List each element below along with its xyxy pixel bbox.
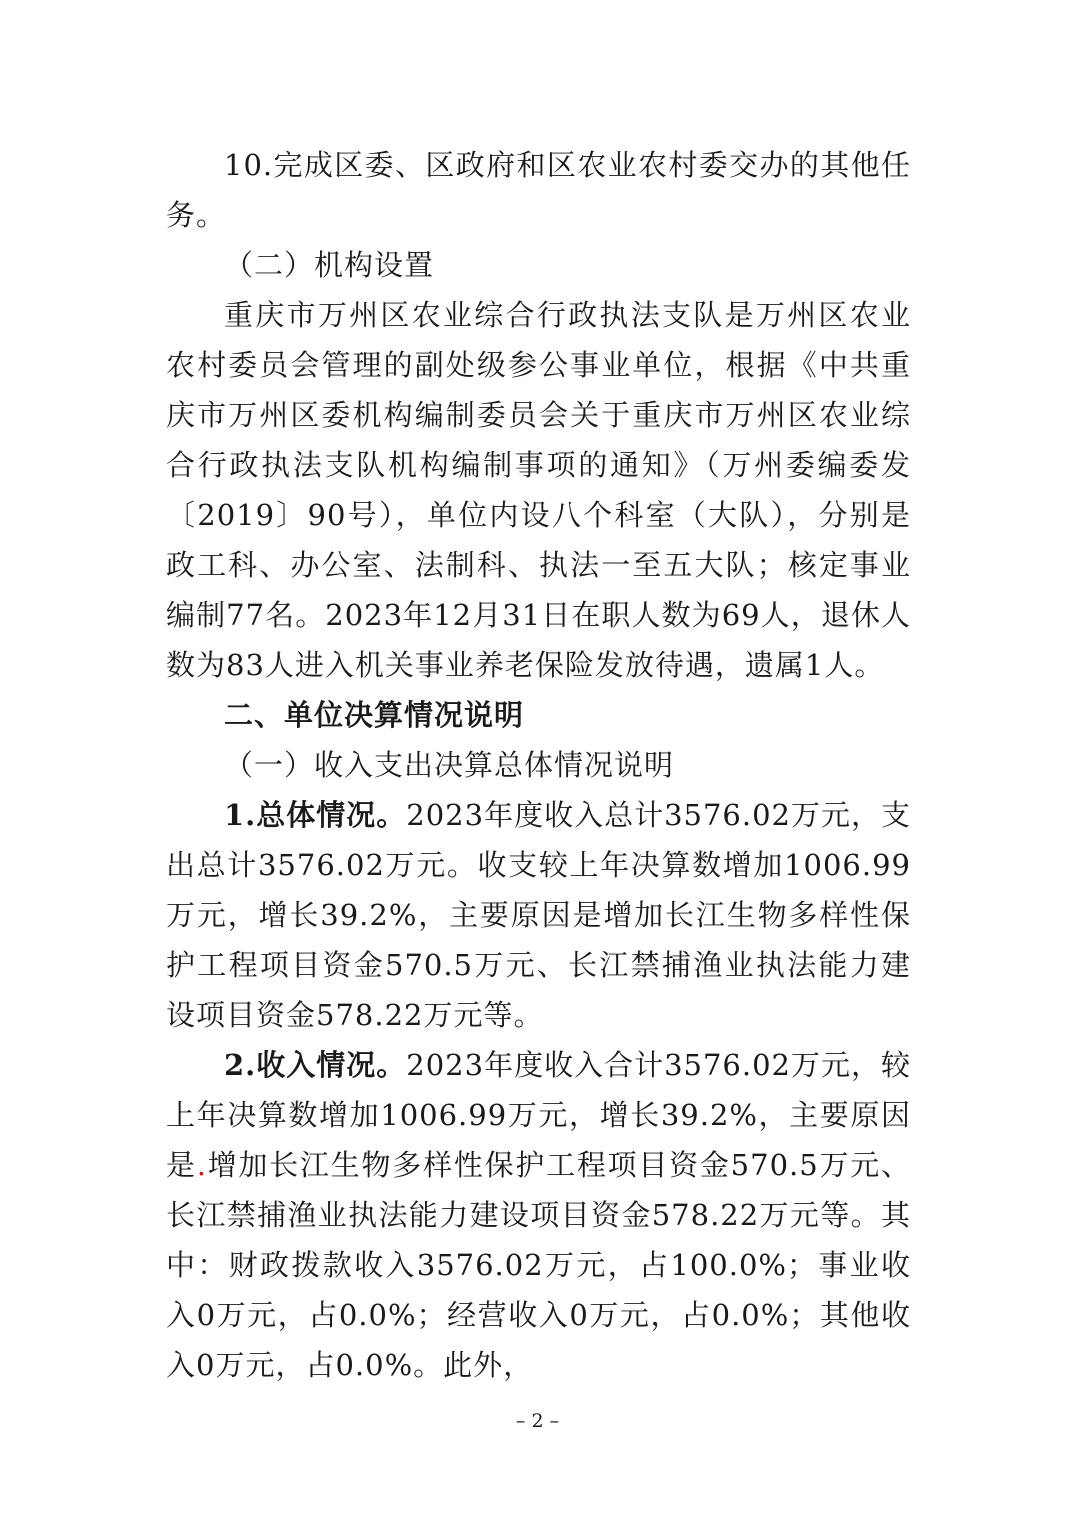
paragraph-task-10: 10.完成区委、区政府和区农业农村委交办的其他任务。	[166, 148, 911, 232]
paragraph-organization: 重庆市万州区农业综合行政执法支队是万州区农业农村委员会管理的副处级参公事业单位，根据《中共重庆市万州区委机构编制委员会关于重庆市万州区农业综合行政执法支队机构编制事项的通知》（万州委编委发〔2019〕90号），单位内设八个科室（大队），分别是政工科、办公室、法制科、执法一至五大队；核定事业编制77名。2023年12月31日在职人数为69人，退休人数为83人进入机关事业养老保险发放待遇，遗属1人。	[166, 298, 911, 682]
paragraph-overall	[166, 790, 911, 1040]
subheading-organization: （二）机构设置	[224, 248, 435, 282]
income-body-a: 2023年度收入合计3576.02万元，较上年决算数增加1006.99万元，增长39.2%，主要原因是	[166, 1048, 912, 1182]
overall-lead: 1.总体情况。	[224, 798, 407, 832]
paragraph-income	[166, 1040, 911, 1390]
section-heading-final-accounts: 二、单位决算情况说明	[224, 698, 525, 732]
income-lead: 2.收入情况。	[224, 1048, 407, 1082]
page-body	[166, 140, 911, 1390]
overall-body: 2023年度收入总计3576.02万元，支出总计3576.02万元。收支较上年决算数增加1006.99万元，增长39.2%，主要原因是增加长江生物多样性保护工程项目资金570.5万元、长江禁捕渔业执法能力建设项目资金578.22万元等。	[166, 798, 912, 1032]
red-mark: .	[196, 1148, 207, 1182]
page-number: – 2 –	[515, 1410, 560, 1432]
income-body-b: 增加长江生物多样性保护工程项目资金570.5万元、长江禁捕渔业执法能力建设项目资金578.22万元等。其中：财政拨款收入3576.02万元，占100.0%；事业收入0万元，占0.0%；经营收入0万元，占0.0%；其他收入0万元，占0.0%。此外，	[166, 1148, 911, 1382]
subheading-income-expenditure: （一）收入支出决算总体情况说明	[224, 748, 675, 782]
